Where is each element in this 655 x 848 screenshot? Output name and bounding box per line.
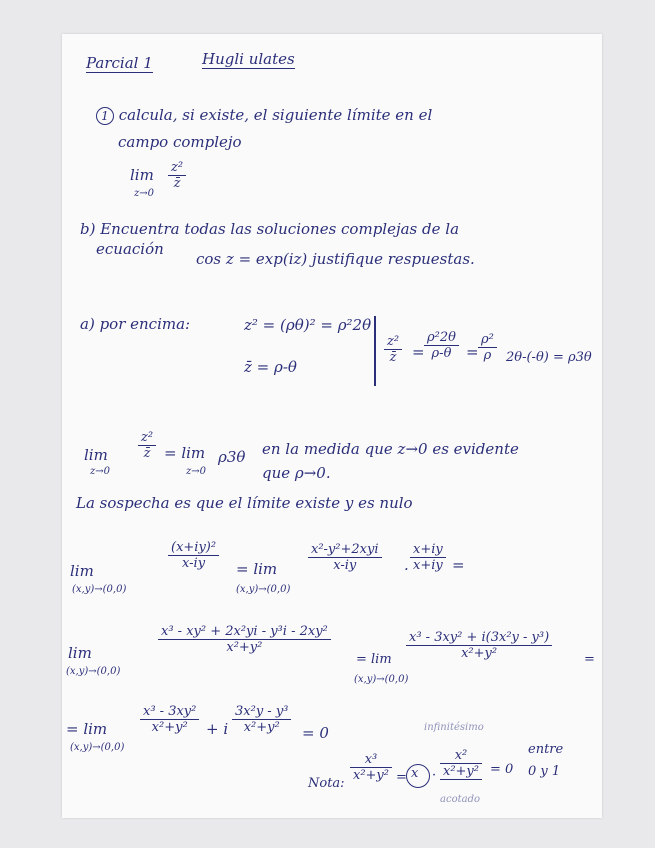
fraction-numerator: (x+iy)² [171, 540, 217, 555]
fraction-denominator: x²+y² [461, 646, 498, 661]
fraction-denominator: ρ [483, 348, 492, 363]
cart3-end: = 0 [302, 724, 329, 742]
note-end: = 0 [490, 762, 514, 777]
note-dot: · [432, 768, 437, 783]
problem-1-lim: lim [130, 166, 154, 184]
fraction-denominator: x²+y² [226, 640, 263, 655]
solution-a-tail: 2θ-(-θ) = ρ3θ [506, 350, 592, 365]
cart2-eq: = lim [356, 652, 392, 667]
fraction-denominator: ρ-θ [431, 346, 452, 361]
cart3-frac2 [232, 704, 291, 735]
cart1-dot: · [404, 560, 409, 578]
fraction-numerator: x³ [364, 752, 378, 767]
fraction-denominator: x²+y² [353, 768, 389, 783]
suspicion-line: La sospecha es que el límite existe y es nulo [76, 494, 413, 512]
fraction-numerator: z² [387, 334, 400, 349]
problem-1-fraction [168, 160, 186, 191]
limit-text1: en la medida que z→0 es evidente [262, 440, 519, 458]
problem-b-equation: cos z = exp(iz) justifique respuestas. [196, 250, 475, 268]
problem-1-statement [96, 106, 432, 125]
fraction-numerator: 3x²y - y³ [235, 704, 289, 719]
note-frac [350, 752, 392, 783]
solution-a-eq2: z̄ = ρ-θ [244, 358, 297, 376]
cart2-frac2 [406, 630, 552, 661]
limit-mid: = lim [164, 444, 206, 462]
cart2-lim: lim [68, 644, 92, 662]
note-eq: = [396, 770, 407, 785]
problem-1-line1: calcula, si existe, el siguiente límite en el [118, 106, 433, 124]
fraction-denominator: x+iy [413, 558, 443, 573]
limit-lim: lim [84, 446, 108, 464]
fraction-denominator: z̄ [143, 446, 151, 461]
fraction-numerator: x³ - 3xy² [143, 704, 197, 719]
limit-fraction [138, 430, 156, 461]
solution-a-eq1: z² = (ρθ)² = ρ²2θ [244, 316, 372, 334]
fraction-denominator: x-iy [333, 558, 357, 573]
solution-a-label: a) por encima: [80, 315, 191, 333]
equals-sign: = [412, 343, 425, 361]
cart1-frac [168, 540, 219, 571]
fraction-numerator: x+iy [413, 542, 443, 557]
fraction-denominator: x²+y² [151, 720, 188, 735]
cart3-eq: = lim [66, 720, 108, 738]
note-below: acotado [440, 794, 480, 805]
cart1-sub: (x,y)→(0,0) [72, 584, 127, 595]
problem-1-lim-sub: z→0 [134, 188, 155, 199]
fraction-denominator: x²+y² [243, 720, 280, 735]
author-name: Hugli ulates [202, 50, 295, 68]
cart2-frac [158, 624, 331, 655]
fraction-numerator: ρ² [481, 332, 494, 347]
fraction-numerator: x² [454, 748, 468, 763]
cart2-sub2: (x,y)→(0,0) [354, 674, 409, 685]
note-frac2 [440, 748, 482, 780]
cart2-sub: (x,y)→(0,0) [66, 666, 121, 677]
limit-text2: que ρ→0. [262, 464, 331, 482]
limit-rho: ρ3θ [218, 448, 246, 466]
cart3-sub: (x,y)→(0,0) [70, 742, 125, 753]
problem-number: 1 [96, 107, 114, 125]
cart1-frac2 [308, 542, 382, 573]
note-above: infinitésimo [424, 722, 484, 733]
cart3-plus-i: + i [206, 720, 229, 738]
limit-lim-sub: z→0 [90, 466, 111, 477]
fraction-denominator: x-iy [182, 556, 206, 571]
problem-1-line2: campo complejo [118, 133, 242, 151]
cart1-frac3 [410, 542, 446, 573]
note-range: entre [528, 742, 564, 757]
limit-mid-sub: z→0 [186, 466, 207, 477]
cart1-sub2: (x,y)→(0,0) [236, 584, 291, 595]
fraction-denominator: x²+y² [440, 764, 482, 780]
note-range2: 0 y 1 [528, 764, 561, 779]
fraction-denominator: z̄ [173, 176, 181, 191]
cart1-end: = [452, 556, 465, 574]
fraction-numerator: ρ²2θ [427, 330, 456, 345]
fraction-numerator: z² [141, 430, 154, 445]
fraction-numerator: x³ - xy² + 2x²yi - y³i - 2xy² [161, 624, 328, 639]
page-title: Parcial 1 [86, 54, 153, 72]
problem-b-line2: ecuación [96, 240, 164, 258]
solution-a-frac1 [384, 334, 402, 365]
solution-a-frac2 [424, 330, 459, 361]
cart1-eq: = lim [236, 560, 278, 578]
fraction-numerator: x²-y²+2xyi [311, 542, 379, 557]
solution-a-frac3 [478, 332, 497, 363]
note-label: Nota: [308, 776, 345, 791]
paper-sheet [62, 34, 602, 818]
fraction-denominator: z̄ [389, 350, 397, 365]
brace [374, 316, 376, 386]
fraction-numerator: z² [171, 160, 184, 175]
cart1-lim: lim [70, 562, 94, 580]
cart2-end: = [584, 652, 595, 667]
fraction-numerator: x³ - 3xy² + i(3x²y - y³) [409, 630, 550, 645]
cart3-frac [140, 704, 199, 735]
note-x: x [411, 766, 419, 781]
equals-sign-2: = [466, 343, 479, 361]
problem-b-line1: b) Encuentra todas las soluciones complejas de la [80, 220, 460, 238]
